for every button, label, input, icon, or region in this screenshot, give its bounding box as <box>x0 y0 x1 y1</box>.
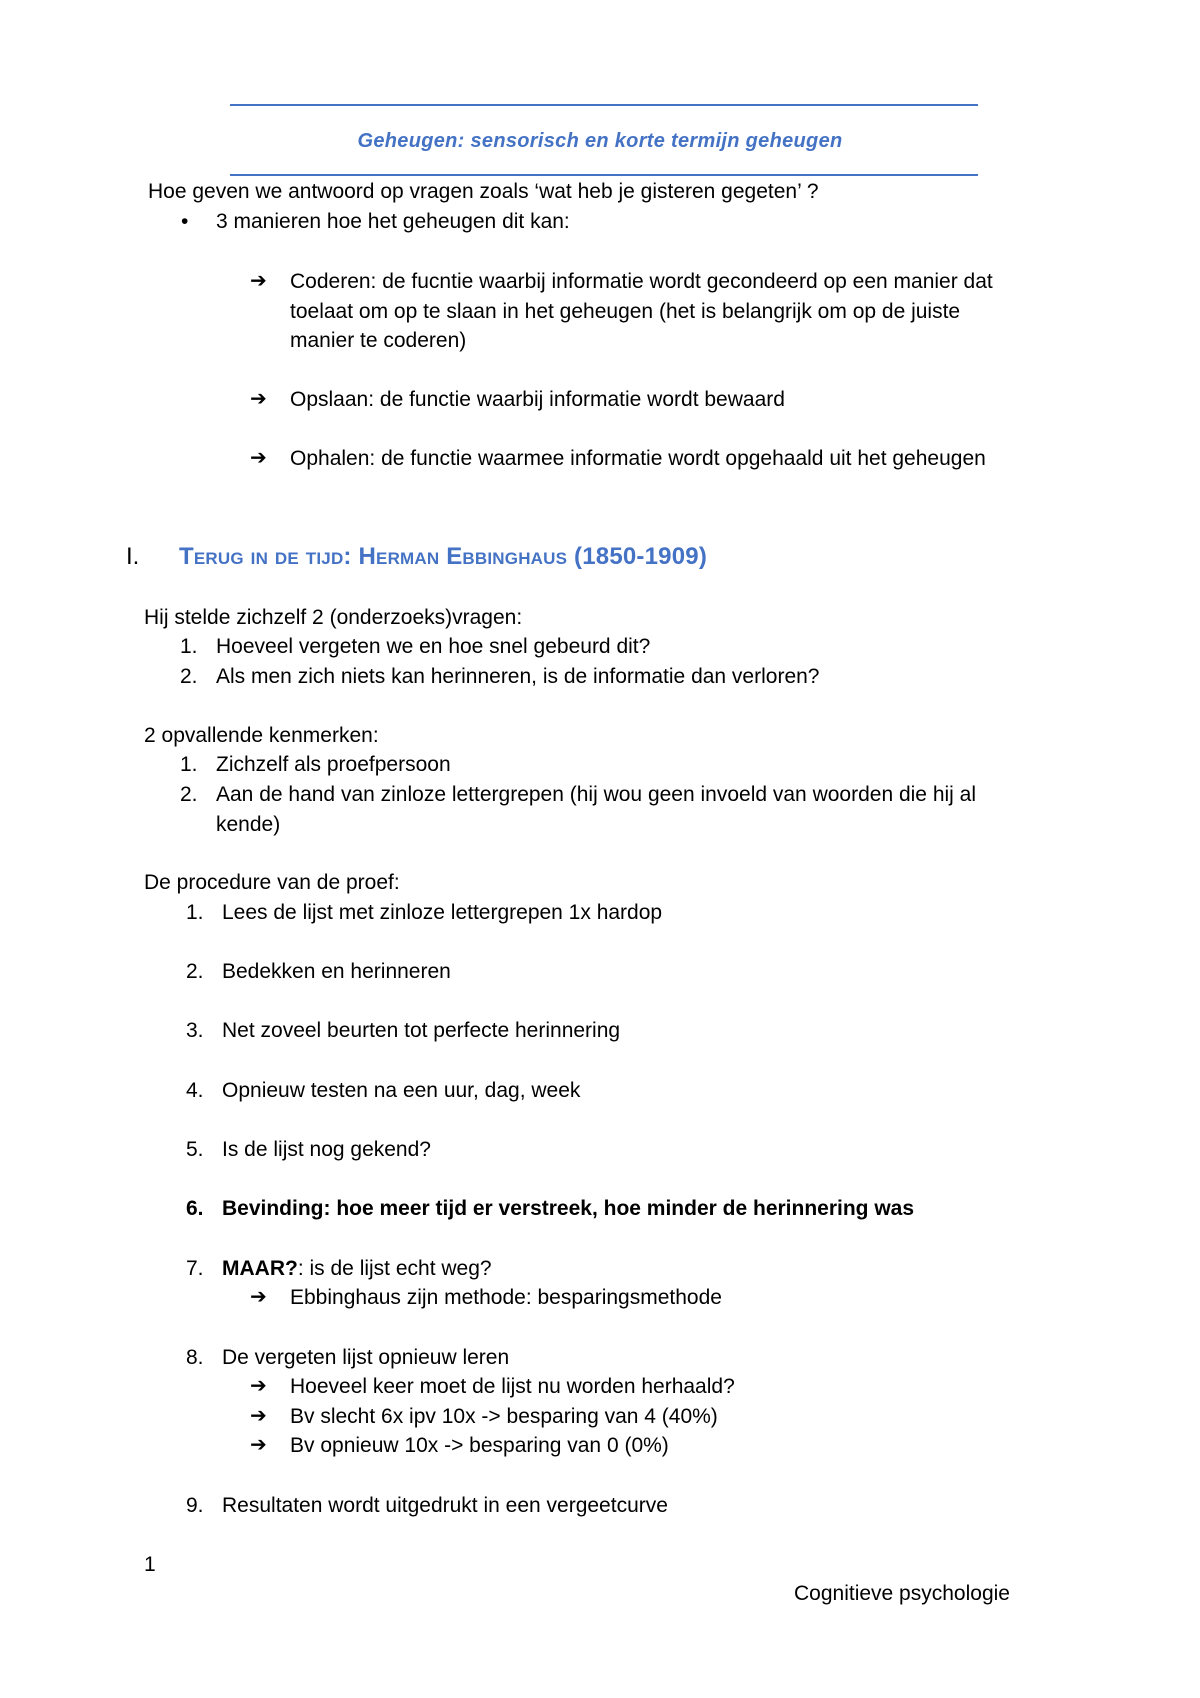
list-item: Aan de hand van zinloze lettergrepen (hij wou geen invoeld van woorden die hij al <box>216 783 977 806</box>
sub-arrow-item: Hoeveel keer moet de lijst nu worden herhaald? <box>290 1375 735 1398</box>
procedure-step: Lees de lijst met zinloze lettergrepen 1x hardop <box>222 901 663 924</box>
intro-bullet: 3 manieren hoe het geheugen dit kan: <box>216 210 570 233</box>
arrow-coderen-line: toelaat om op te slaan in het geheugen (het is belangrijk om op de juiste <box>290 300 961 323</box>
bullet-dot-icon: • <box>181 210 189 233</box>
section-title: Terug in de tijd: Herman Ebbinghaus (1850-1909) <box>179 543 708 570</box>
procedure-step: Opnieuw testen na een uur, dag, week <box>222 1079 581 1102</box>
page-number: 1 <box>144 1553 156 1576</box>
right-arrow-icon: ➔ <box>250 270 267 292</box>
page-title: Geheugen: sensorisch en korte termijn geheugen <box>357 130 843 152</box>
list-number: 4. <box>186 1079 204 1102</box>
procedure-step: Is de lijst nog gekend? <box>222 1138 431 1161</box>
right-arrow-icon: ➔ <box>250 388 267 410</box>
arrow-coderen-line: Coderen: de fucntie waarbij informatie wordt gecondeerd op een manier dat <box>290 270 993 293</box>
list-number: 7. <box>186 1257 204 1280</box>
procedure-step: Resultaten wordt uitgedrukt in een vergeetcurve <box>222 1494 668 1517</box>
list-item: Zichzelf als proefpersoon <box>216 753 451 776</box>
right-arrow-icon: ➔ <box>250 1405 267 1427</box>
right-arrow-icon: ➔ <box>250 1375 267 1397</box>
section-number: I. <box>126 543 140 570</box>
right-arrow-icon: ➔ <box>250 1434 267 1456</box>
procedure-step: De vergeten lijst opnieuw leren <box>222 1346 510 1369</box>
sub-arrow-item: Ebbinghaus zijn methode: besparingsmethode <box>290 1286 722 1309</box>
list-item: Als men zich niets kan herinneren, is de informatie dan verloren? <box>216 665 820 688</box>
list-number: 2. <box>180 783 198 806</box>
procedure-step: Net zoveel beurten tot perfecte herinnering <box>222 1019 621 1042</box>
footer-course: Cognitieve psychologie <box>794 1582 1010 1605</box>
features-intro: 2 opvallende kenmerken: <box>144 724 379 747</box>
maar-text: : is de lijst echt weg? <box>297 1257 492 1280</box>
right-arrow-icon: ➔ <box>250 1286 267 1308</box>
procedure-step: Bedekken en herinneren <box>222 960 451 983</box>
list-number: 6. <box>186 1197 204 1220</box>
list-number: 3. <box>186 1019 204 1042</box>
procedure-intro: De procedure van de proef: <box>144 871 400 894</box>
list-number: 1. <box>180 753 198 776</box>
arrow-opslaan: Opslaan: de functie waarbij informatie wordt bewaard <box>290 388 785 411</box>
arrow-ophalen: Ophalen: de functie waarmee informatie wordt opgehaald uit het geheugen <box>290 447 986 470</box>
list-number: 1. <box>180 635 198 658</box>
procedure-step-maar <box>222 1254 492 1284</box>
list-item-continued: kende) <box>216 813 281 836</box>
list-number: 5. <box>186 1138 204 1161</box>
header-bottom-rule <box>230 174 978 176</box>
list-number: 8. <box>186 1346 204 1369</box>
header-top-rule <box>230 104 978 106</box>
sub-arrow-item: Bv slecht 6x ipv 10x -> besparing van 4 (40%) <box>290 1405 718 1428</box>
list-number: 9. <box>186 1494 204 1517</box>
right-arrow-icon: ➔ <box>250 447 267 469</box>
procedure-finding: Bevinding: hoe meer tijd er verstreek, hoe minder de herinnering was <box>222 1197 915 1220</box>
intro-question: Hoe geven we antwoord op vragen zoals ‘wat heb je gisteren gegeten’ ? <box>148 180 819 203</box>
arrow-coderen-line: manier te coderen) <box>290 329 467 352</box>
list-item: Hoeveel vergeten we en hoe snel gebeurd dit? <box>216 635 651 658</box>
list-number: 2. <box>186 960 204 983</box>
list-number: 1. <box>186 901 204 924</box>
list-number: 2. <box>180 665 198 688</box>
questions-intro: Hij stelde zichzelf 2 (onderzoeks)vragen: <box>144 606 523 629</box>
maar-label: MAAR? <box>222 1257 298 1280</box>
sub-arrow-item: Bv opnieuw 10x -> besparing van 0 (0%) <box>290 1434 669 1457</box>
